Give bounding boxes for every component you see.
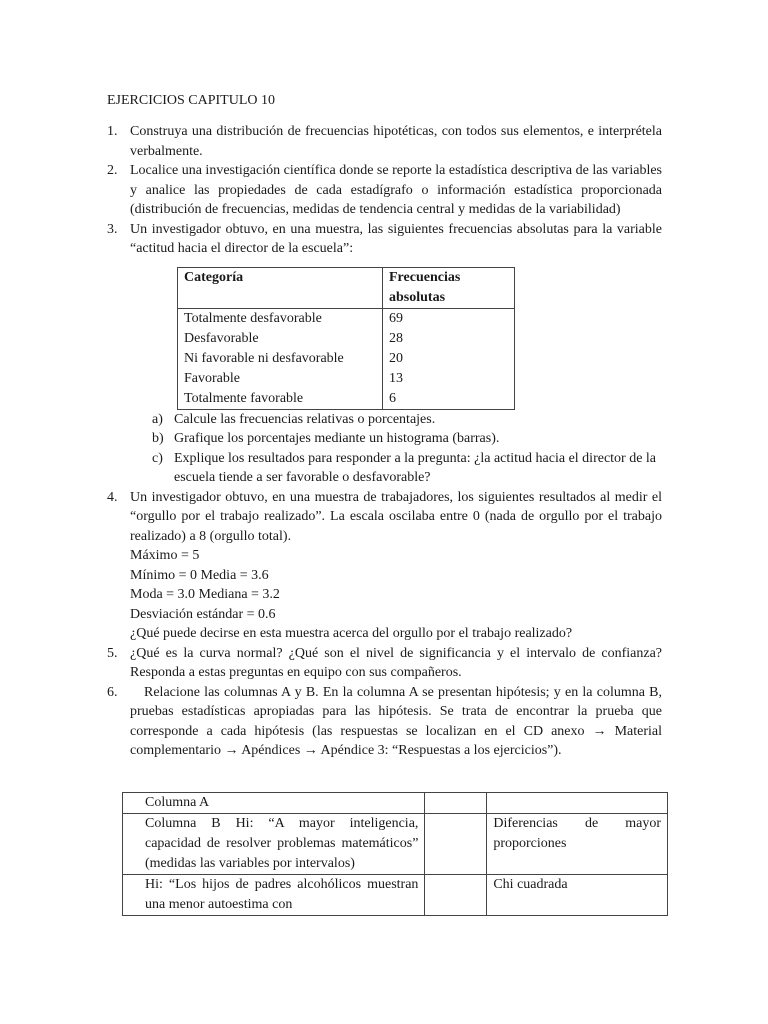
table-cell: Columna B Hi: “A mayor inteligencia, capacidad de resolver problemas matemáticos” (medidas las variables por intervalos) (123, 814, 425, 875)
table-cell: Desfavorable (178, 329, 383, 349)
table-row (178, 329, 515, 349)
table-cell: 28 (383, 329, 515, 349)
item-text: ¿Qué es la curva normal? ¿Qué son el nivel de significancia y el intervalo de confianza? Responda a estas preguntas en equipo con sus compañeros. (130, 645, 662, 680)
item-number: 6. (107, 684, 118, 700)
item-text: Construya una distribución de frecuencias hipotéticas, con todos sus elementos, e interprétela verbalmente. (130, 124, 662, 159)
table-row (178, 349, 515, 369)
sub-item (152, 410, 662, 430)
table-cell: Columna A (123, 793, 425, 814)
table-cell: 13 (383, 369, 515, 389)
item-number: 4. (107, 489, 118, 505)
list-item (107, 220, 662, 259)
table-header-row (178, 267, 515, 308)
table-cell (425, 875, 487, 916)
exercise-list (107, 122, 662, 761)
list-item (107, 644, 662, 683)
column-header: Categoría (178, 267, 383, 308)
table-cell: 69 (383, 308, 515, 329)
list-item (107, 161, 662, 220)
table-row (123, 793, 668, 814)
list-item (107, 683, 662, 761)
table-cell: Chi cuadrada (487, 875, 668, 916)
item-text: Localice una investigación científica donde se reporte la estadística descriptiva de las variables y analice las propiedades de cada estadígrafo o información estadística proporcionada (distribución de frecuencias, medidas de tendencia central y medidas de la variabilidad) (130, 163, 662, 217)
table-cell: Hi: “Los hijos de padres alcohólicos muestran una menor autoestima con (123, 875, 425, 916)
column-header: Frecuencias absolutas (383, 267, 515, 308)
sub-item (152, 429, 662, 449)
sub-item-letter: b) (152, 431, 164, 446)
table-cell (487, 793, 668, 814)
item-text: Un investigador obtuvo, en una muestra de trabajadores, los siguientes resultados al medir el “orgullo por el trabajo realizado”. La escala oscilaba entre 0 (nada de orgullo por el trabajo realizado) a 8 (orgullo total). (130, 489, 662, 544)
frequency-table (177, 267, 515, 410)
table-cell (425, 793, 487, 814)
stat-line: Mínimo = 0 Media = 3.6 (130, 567, 269, 583)
table-cell: Totalmente desfavorable (178, 308, 383, 329)
sub-item-text: Grafique los porcentajes mediante un histograma (barras). (174, 431, 500, 446)
matching-table (122, 792, 668, 916)
table-cell (425, 814, 487, 875)
item-text: Un investigador obtuvo, en una muestra, las siguientes frecuencias absolutas para la variable “actitud hacia el director de la escuela”: (130, 221, 662, 256)
table-cell: 6 (383, 389, 515, 410)
stat-line: Desviación estándar = 0.6 (130, 606, 276, 622)
sub-item-letter: a) (152, 411, 163, 427)
item-text: Relacione las columnas A y B. En la columna A se presentan hipótesis; y en la columna B, pruebas estadísticas apropiadas para las hipótesis. Se trata de encontrar la prueba que corresponde a cada hipótesis (las respuestas se localizan en el CD anexo → Material complementario → Apéndices → Apéndice 3: “Respuestas a los ejercicios”). (130, 684, 662, 758)
table-cell: Diferencias de mayor proporciones (487, 814, 668, 875)
sub-item-letter: c) (152, 450, 163, 466)
sub-item-text: Calcule las frecuencias relativas o porcentajes. (174, 411, 436, 427)
table-row (178, 308, 515, 329)
stat-line: Moda = 3.0 Mediana = 3.2 (130, 587, 280, 602)
page-title: EJERCICIOS CAPITULO 10 (107, 93, 276, 108)
table-row (123, 814, 668, 875)
stat-line: Máximo = 5 (130, 548, 200, 563)
table-row (178, 389, 515, 410)
item-number: 1. (107, 124, 118, 139)
list-item (107, 488, 662, 547)
table-row (178, 369, 515, 389)
table-cell: Ni favorable ni desfavorable (178, 349, 383, 369)
item-number: 5. (107, 645, 118, 661)
sub-item-text: Explique los resultados para responder a la pregunta: ¿la actitud hacia el director de la escuela tiende a ser favorable o desfavorable? (174, 450, 657, 485)
question-line: ¿Qué puede decirse en esta muestra acerca del orgullo por el trabajo realizado? (130, 626, 573, 641)
table-cell: 20 (383, 349, 515, 369)
table-cell: Favorable (178, 369, 383, 389)
table-row (123, 875, 668, 916)
item-number: 2. (107, 163, 118, 178)
item-number: 3. (107, 221, 118, 237)
table-cell: Totalmente favorable (178, 389, 383, 410)
list-item (107, 122, 662, 161)
sub-item (152, 449, 662, 488)
